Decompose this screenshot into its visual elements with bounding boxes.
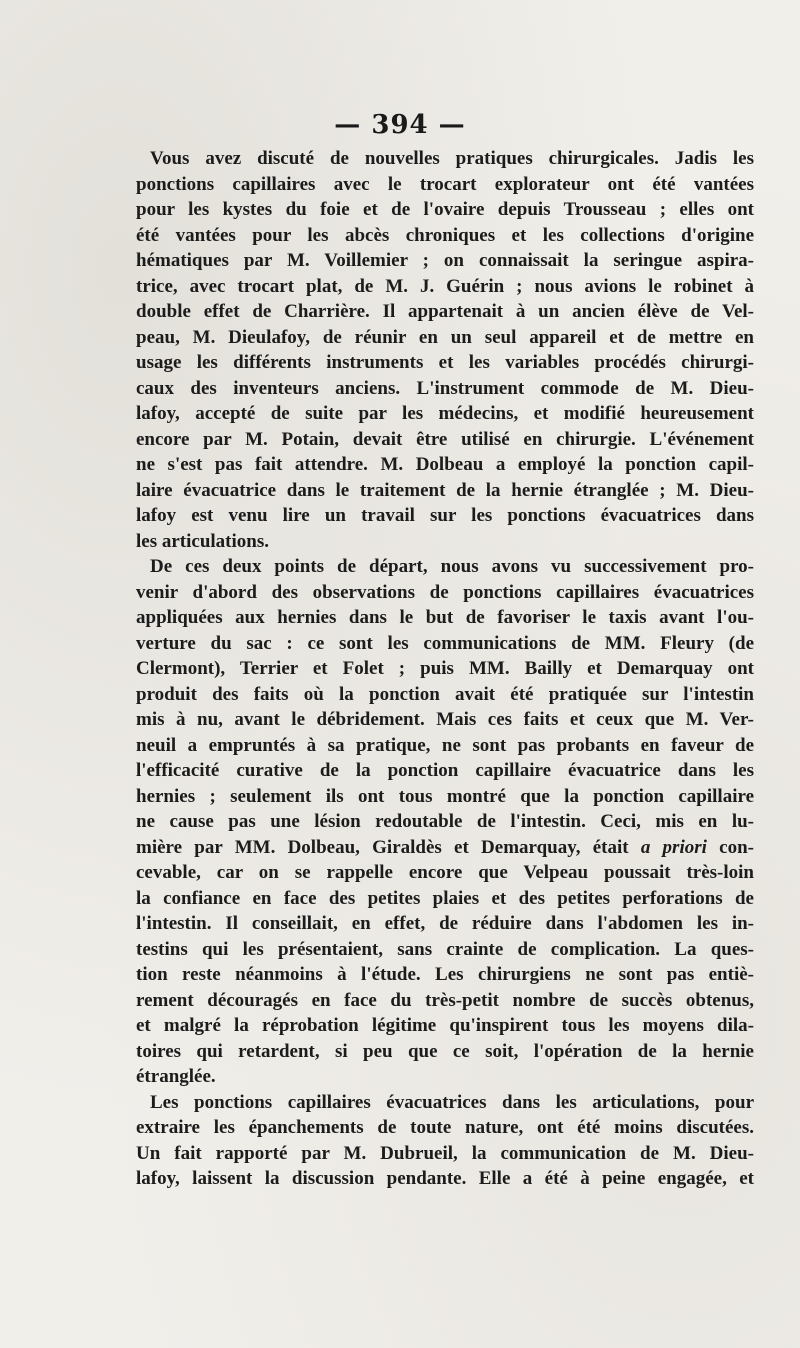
text-line: verture du sac : ce sont les communications de MM. Fleury (de — [136, 632, 754, 654]
text-line: Un fait rapporté par M. Dubrueil, la communication de M. Dieu- — [136, 1142, 754, 1164]
text-line: double effet de Charrière. Il appartenait à un ancien élève de Vel- — [136, 301, 754, 322]
text-line: l'intestin. Il conseillait, en effet, de réduire dans l'abdomen les in- — [136, 913, 754, 934]
text-line: lafoy, laissent la discussion pendante. Elle a été à peine engagée, et — [136, 1168, 754, 1189]
text-line: été vantées pour les abcès chroniques et les collections d'origine — [136, 224, 754, 246]
text-line: pour les kystes du foie et de l'ovaire depuis Trousseau ; elles ont — [136, 199, 754, 220]
text-line: l'efficacité curative de la ponction capillaire évacuatrice dans les — [136, 760, 754, 781]
text-line: peau, M. Dieulafoy, de réunir en un seul appareil et de mettre en — [136, 326, 754, 348]
page-number: — 394 — — [334, 110, 466, 140]
text-line: mis à nu, avant le débridement. Mais ces faits et ceux que M. Ver- — [136, 709, 754, 730]
body-text — [136, 146, 754, 1192]
text-line: De ces deux points de départ, nous avons vu successivement pro- — [150, 556, 754, 577]
text-line: hématiques par M. Voillemier ; on connaissait la seringue aspira- — [136, 250, 754, 271]
text-line: tion reste néanmoins à l'étude. Les chirurgiens ne sont pas entiè- — [136, 964, 754, 985]
text-line: cevable, car on se rappelle encore que Velpeau poussait très-loin — [136, 862, 754, 883]
text-line: la confiance en face des petites plaies et des petites perforations de — [136, 887, 754, 909]
text-line: Clermont), Terrier et Folet ; puis MM. Bailly et Demarquay ont — [136, 658, 754, 679]
text-line: extraire les épanchements de toute nature, ont été moins discutées. — [136, 1117, 754, 1138]
text-line: hernies ; seulement ils ont tous montré que la ponction capillaire — [136, 785, 754, 807]
text-line: produit des faits où la ponction avait été pratiquée sur l'intestin — [136, 683, 754, 705]
paragraph-3 — [136, 1090, 754, 1192]
italic-phrase: a priori — [640, 836, 707, 858]
text-line: laire évacuatrice dans le traitement de la hernie étranglée ; M. Dieu- — [136, 479, 754, 501]
text-line: neuil a empruntés à sa pratique, ne sont pas probants en faveur de — [136, 734, 754, 756]
text-line: étranglée. — [136, 1066, 216, 1087]
text-line: ne s'est pas fait attendre. M. Dolbeau a employé la ponction capil- — [136, 454, 754, 475]
text-line: rement découragés en face du très-petit nombre de succès obtenus, — [136, 989, 754, 1011]
text-line: Vous avez discuté de nouvelles pratiques chirurgicales. Jadis les — [150, 148, 754, 169]
text-line: testins qui les présentaient, sans crainte de complication. La ques- — [136, 938, 754, 960]
text-line: venir d'abord des observations de ponctions capillaires évacuatrices — [136, 581, 754, 603]
text-line: encore par M. Potain, devait être utilisé en chirurgie. L'événement — [136, 428, 754, 450]
text-line: appliquées aux hernies dans le but de favoriser le taxis avant l'ou- — [136, 607, 754, 628]
text-line: ne cause pas une lésion redoutable de l'intestin. Ceci, mis en lu- — [136, 811, 754, 832]
text-line: trice, avec trocart plat, de M. J. Guérin ; nous avions le robinet à — [136, 275, 754, 297]
text-line: les articulations. — [136, 530, 269, 552]
text-segment: mière par MM. Dolbeau, Giraldès et Demarquay, était — [136, 836, 641, 858]
text-line: lafoy est venu lire un travail sur les ponctions évacuatrices dans — [136, 505, 754, 526]
paragraph-2 — [136, 554, 754, 1090]
paragraph-1 — [136, 146, 754, 554]
text-line: toires qui retardent, si peu que ce soit, l'opération de la hernie — [136, 1040, 754, 1062]
text-line: lafoy, accepté de suite par les médecins, et modifié heureusement — [136, 403, 754, 424]
text-line-with-italic — [136, 835, 754, 861]
text-line: ponctions capillaires avec le trocart explorateur ont été vantées — [136, 173, 754, 195]
text-segment: con- — [706, 836, 754, 858]
text-line: Les ponctions capillaires évacuatrices dans les articulations, pour — [150, 1091, 754, 1113]
text-line: usage les différents instruments et les variables procédés chirurgi- — [136, 352, 754, 373]
text-line: caux des inventeurs anciens. L'instrument commode de M. Dieu- — [136, 377, 754, 399]
text-line: et malgré la réprobation légitime qu'inspirent tous les moyens dila- — [136, 1015, 754, 1036]
